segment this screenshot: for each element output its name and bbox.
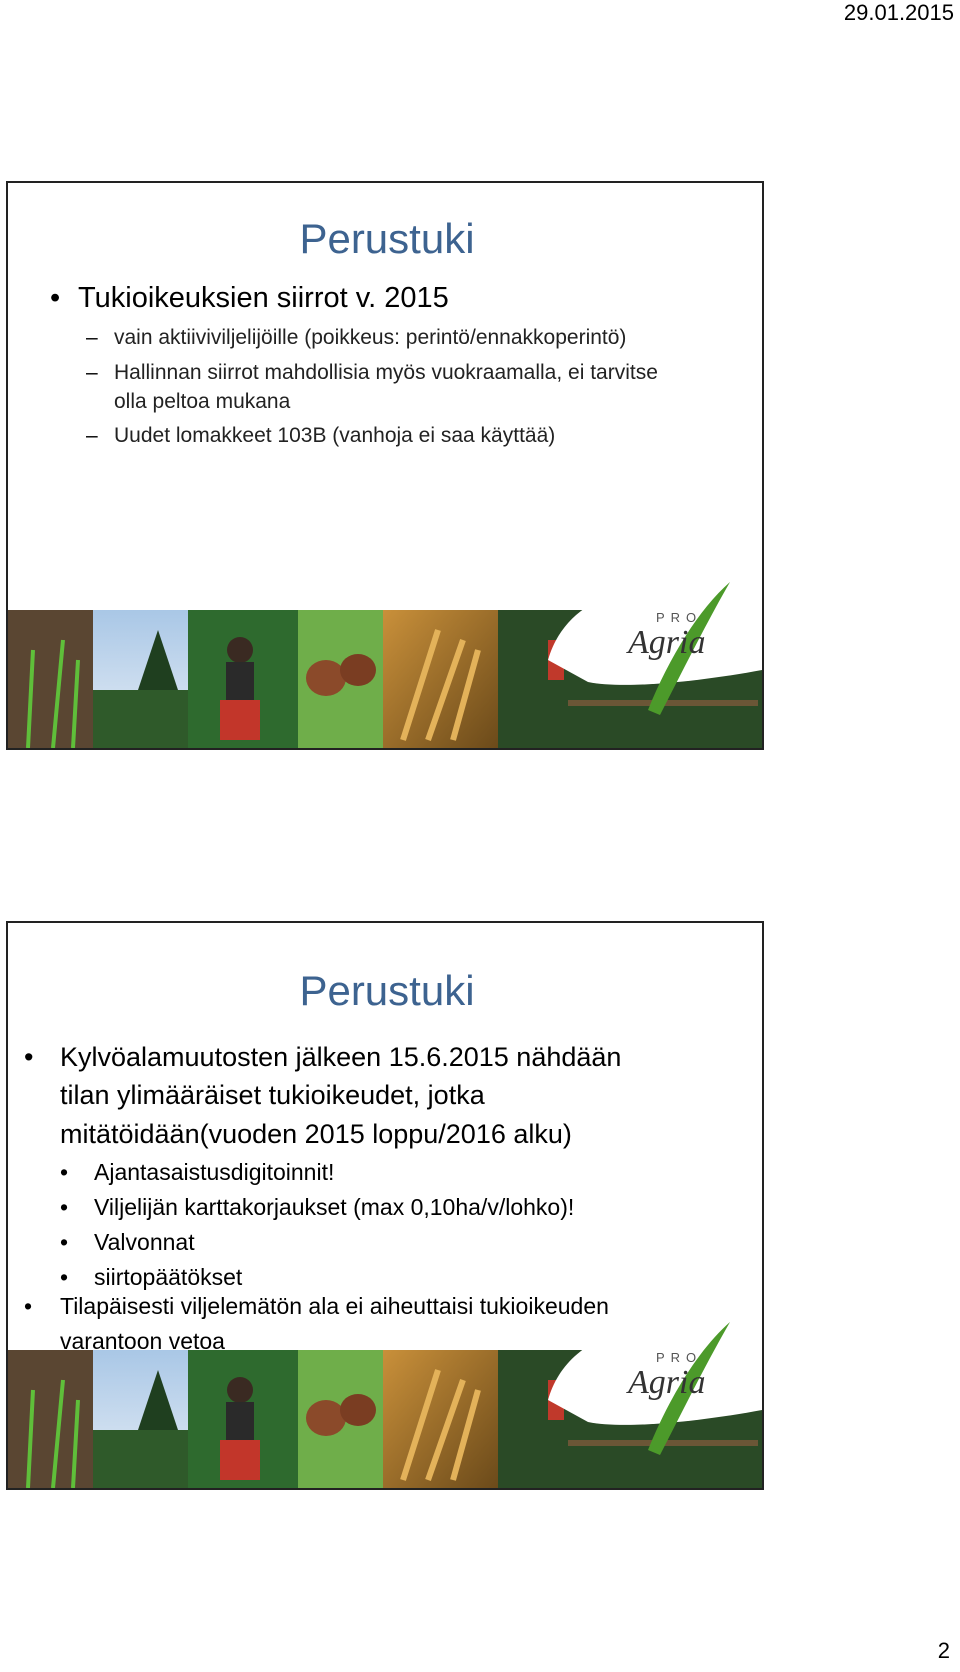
photo-banner [8,570,762,748]
dash-mark: – [86,424,98,447]
slide-title: Perustuki [299,967,475,1014]
page-date: 29.01.2015 [843,0,954,25]
wheat-photo [383,1350,498,1488]
dash-mark: – [86,326,98,349]
soil-photo [8,610,93,748]
logo-pro-text: PRO [656,610,703,625]
slide-2: Perustuki • Kylvöalamuutosten jälkeen 15.6.2015 nähdään tilan ylimääräiset tukioikeudet, jotka mitätöidään(vuoden 2015 loppu/2016 alku) • Ajantasaistusdigitoinnit! • Viljelijän karttakorjaukset (max 0,10ha/v/lohko)! • Valvonnat • siirtopäätökset PRO Agria • Tilapäisesti viljelemätön ala ei aiheuttaisi tukioikeuden varantoon vetoa [6,921,764,1490]
page-number: 2 [937,1638,950,1663]
logo-agria-text: Agria [628,624,706,661]
bullet-dot: • [60,1229,69,1255]
slide-1: Perustuki • Tukioikeuksien siirrot v. 2015 – vain aktiiviviljelijöille (poikkeus: perintö/ennakkoperintö) – Hallinnan siirrot mahdollisia myös vuokraamalla, ei tarvitse olla peltoa mukana – Uudet lomakkeet 103B (vanhoja ei saa käyttää) PRO Agria [6,181,764,750]
slide-title: Perustuki [299,215,475,262]
bullet-dot: • [60,1264,69,1290]
sub-bullet-continuation: olla peltoa mukana [114,390,291,413]
wheat-photo [383,610,498,748]
logo-agria-text: Agria [628,1364,706,1401]
bullet-dot: • [50,282,61,314]
dash-mark: – [86,361,98,384]
bullet-dot: • [60,1159,69,1185]
bullet-dot: • [24,1042,34,1072]
logo-pro-text: PRO [656,1350,703,1365]
bullet-continuation: tilan ylimääräiset tukioikeudet, jotka [60,1080,485,1110]
soil-photo [8,1350,93,1488]
bullet-continuation: varantoon vetoa [60,1328,225,1354]
bullet-dot: • [60,1194,69,1220]
bullet-continuation: mitätöidään(vuoden 2015 loppu/2016 alku) [60,1119,572,1149]
bullet-dot: • [24,1293,33,1319]
